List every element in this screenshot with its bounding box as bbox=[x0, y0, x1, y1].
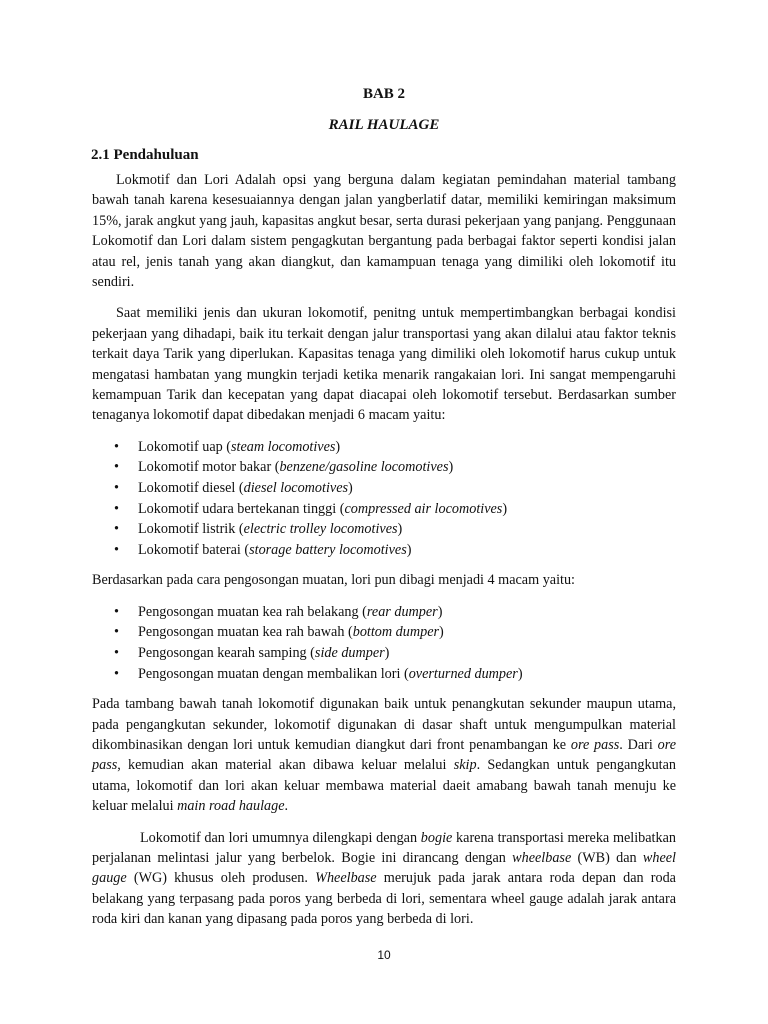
bullet-icon: • bbox=[114, 645, 119, 662]
bullet-icon: • bbox=[114, 480, 119, 497]
list-item: • Pengosongan muatan dengan membalikan lori (overturned dumper) bbox=[92, 664, 676, 685]
paragraph-4: Pada tambang bawah tanah lokomotif digunakan baik untuk penangkutan sekunder maupun utama, pada pengangkutan sekunder, lokomotif digunakan di dasar shaft untuk mengumpulkan material dikombinasikan dengan lori untuk kemudian diangkut dari front penambangan ke ore pass. Dari ore pass, kemudian akan material akan dibawa keluar melalui skip. Sedangkan untuk pengangkutan utama, lokomotif dan lori akan keluar membawa material daeit amabang bawah tanah menuju ke keluar melalui main road haulage. bbox=[92, 696, 676, 815]
locomotive-types-list bbox=[92, 437, 676, 561]
bullet-icon: • bbox=[114, 500, 119, 517]
list-item: • Lokomotif motor bakar (benzene/gasoline locomotives) bbox=[92, 457, 676, 478]
paragraph-2: Saat memiliki jenis dan ukuran lokomotif, penitng untuk mempertimbangkan berbagai kondisi pekerjaan yang dihadapi, baik itu terkait dengan jalur transportasi yang akan dilalui atau faktor teknis terkait daya Tarik yang diperlukan. Kapasitas tenaga yang dimiliki oleh lokomotif harus cukup untuk mengatasi hambatan yang mungkin terjadi ketika menarik rangakaian lori. Ini sangat mempengaruhi kemampuan Tarik dan kecepatan yang dapat diacapai oleh lokomotif tersebut. Berdasarkan sumber tenaganya lokomotif dapat dibedakan menjadi 6 macam yaitu: bbox=[92, 305, 676, 424]
dumper-types-list bbox=[92, 602, 676, 684]
chapter-subtitle: RAIL HAULAGE bbox=[328, 117, 440, 133]
bullet-icon: • bbox=[114, 624, 119, 641]
bullet-icon: • bbox=[114, 438, 119, 455]
bullet-icon: • bbox=[114, 665, 119, 682]
list-item: • Lokomotif listrik (electric trolley locomotives) bbox=[92, 519, 676, 540]
chapter-title: BAB 2 bbox=[362, 86, 406, 102]
bullet-icon: • bbox=[114, 521, 119, 538]
bullet-icon: • bbox=[114, 603, 119, 620]
paragraph-1: Lokmotif dan Lori Adalah opsi yang berguna dalam kegiatan pemindahan material tambang bawah tanah karena kesesuaiannya dengan jalan yangberlatif datar, memiliki kemiringan maksimum 15%, jarak angkut yang jauh, kapasitas angkut besar, serta durasi pekerjaan yang panjang. Penggunaan Lokomotif dan Lori dalam sistem pengagkutan bergantung pada berbagai faktor seperti kondisi jalan atau rel, jenis tanah yang akan diangkut, dan kamampuan tenaga yang dimiliki oleh lokomotif itu sendiri. bbox=[92, 172, 676, 291]
list-item: • Pengosongan muatan kea rah belakang (rear dumper) bbox=[92, 602, 676, 623]
list-item: • Lokomotif baterai (storage battery locomotives) bbox=[92, 540, 676, 561]
bullet-icon: • bbox=[114, 459, 119, 476]
page-number: 10 bbox=[377, 948, 391, 962]
list-item: • Pengosongan kearah samping (side dumper) bbox=[92, 643, 676, 664]
paragraph-5: Lokomotif dan lori umumnya dilengkapi dengan bogie karena transportasi mereka melibatkan perjalanan melintasi jalur yang berbelok. Bogie ini dirancang dengan wheelbase (WB) dan wheel gauge (WG) khusus oleh produsen. Wheelbase merujuk pada jarak antara roda depan dan roda belakang yang terpasang pada poros yang berbeda di lori, sementara wheel gauge adalah jarak antara roda kiri dan kanan yang dipasang pada poros yang berbeda di lori. bbox=[92, 829, 676, 928]
bullet-icon: • bbox=[114, 541, 119, 558]
section-heading: 2.1 Pendahuluan bbox=[91, 147, 199, 163]
list-item: • Lokomotif diesel (diesel locomotives) bbox=[92, 478, 676, 499]
paragraph-3: Berdasarkan pada cara pengosongan muatan, lori pun dibagi menjadi 4 macam yaitu: bbox=[92, 572, 575, 589]
list-item: • Lokomotif uap (steam locomotives) bbox=[92, 437, 676, 458]
list-item: • Pengosongan muatan kea rah bawah (bottom dumper) bbox=[92, 622, 676, 643]
body-text bbox=[92, 170, 676, 941]
list-item: • Lokomotif udara bertekanan tinggi (compressed air locomotives) bbox=[92, 499, 676, 520]
